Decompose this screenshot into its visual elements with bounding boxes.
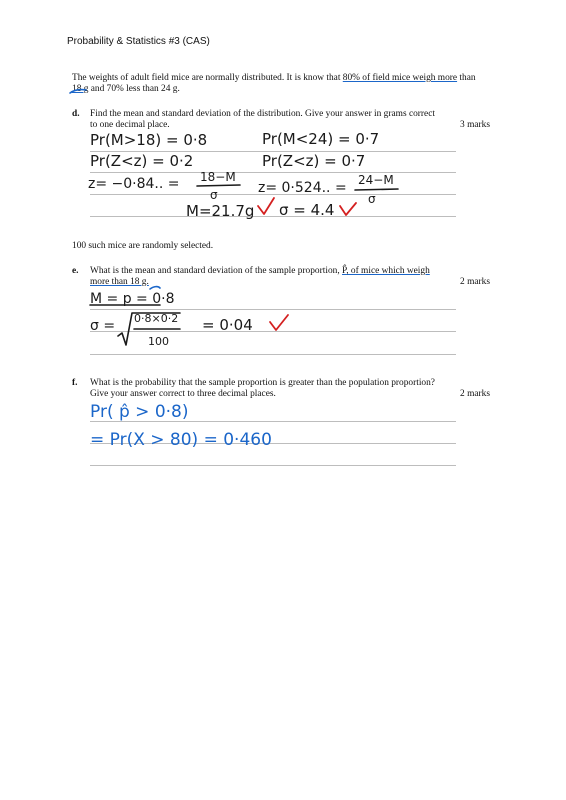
question-f-marks: 2 marks xyxy=(460,389,490,399)
fraction-bar-right xyxy=(355,189,398,190)
work-e-result: = 0·04 xyxy=(202,316,253,334)
intro-text-e: and 70% less than 24 g. xyxy=(88,84,180,94)
fraction-bar-left xyxy=(197,185,240,186)
question-d-marks: 3 marks xyxy=(460,120,490,130)
work-d-line2-right: Pr(Z<z) = 0·7 xyxy=(262,152,366,170)
between-text: 100 such mice are randomly selected. xyxy=(72,241,214,251)
work-d-line2-left: Pr(Z<z) = 0·2 xyxy=(90,152,194,170)
page-header: Probability & Statistics #3 (CAS) xyxy=(67,36,210,47)
work-e-fraction-den: 100 xyxy=(148,335,169,348)
question-f-label: f. xyxy=(72,378,78,388)
question-d-label: d. xyxy=(72,109,80,119)
question-f-line2: Give your answer correct to three decimal places. xyxy=(90,389,276,399)
work-e-sigma: σ = xyxy=(90,318,116,334)
work-d-line1-right: Pr(M<24) = 0·7 xyxy=(262,130,380,148)
question-e-line1b: , of mice which weigh xyxy=(346,266,430,276)
work-d-sd-answer: σ = 4.4 xyxy=(279,201,335,219)
work-d-mean-answer: M=21.7g xyxy=(186,202,255,220)
work-e-line1: M = p = 0·8 xyxy=(90,291,175,307)
question-f-line1: What is the probability that the sample proportion is greater than the population proportion? xyxy=(90,378,435,388)
question-e-underline-hook xyxy=(150,287,160,289)
check-mark-e xyxy=(270,315,288,330)
work-d-fraction-right-den: σ xyxy=(368,192,376,206)
intro-text-c: than xyxy=(457,73,476,83)
work-d-line1-left: Pr(M>18) = 0·8 xyxy=(90,131,208,149)
check-mark-sd xyxy=(340,203,356,215)
question-e-label: e. xyxy=(72,266,79,276)
check-mark-mean xyxy=(258,198,274,214)
intro-text-a: The weights of adult field mice are normally distributed. It is know that xyxy=(72,73,343,83)
work-f-line1: Pr( p̂ > 0·8) xyxy=(90,402,189,422)
question-d-line1: Find the mean and standard deviation of the distribution. Give your answer in grams correct xyxy=(90,109,435,119)
question-e-symbol: P̂ xyxy=(342,266,347,276)
work-d-line3-right: z= 0·524.. = xyxy=(258,180,347,196)
work-f-line2: = Pr(X > 80) = 0·460 xyxy=(90,430,272,450)
intro-highlight-80pct: 80% of field mice weigh more xyxy=(342,73,458,83)
work-d-fraction-right-num: 24−M xyxy=(358,173,394,187)
question-e-line1a: What is the mean and standard deviation of the sample proportion, xyxy=(90,266,343,276)
question-e-line2: more than 18 g. xyxy=(90,277,149,287)
work-d-line3-left: z= −0·84.. = xyxy=(88,176,180,192)
question-e-marks: 2 marks xyxy=(460,277,490,287)
intro-highlight-18g: 18 g xyxy=(72,84,89,94)
work-e-fraction-num: 0·8×0·2 xyxy=(134,312,179,325)
work-d-fraction-left-num: 18−M xyxy=(200,170,236,184)
question-d-line2: to one decimal place. xyxy=(90,120,170,130)
intro-underline-curve xyxy=(70,90,86,93)
work-d-fraction-left-den: σ xyxy=(210,188,218,202)
